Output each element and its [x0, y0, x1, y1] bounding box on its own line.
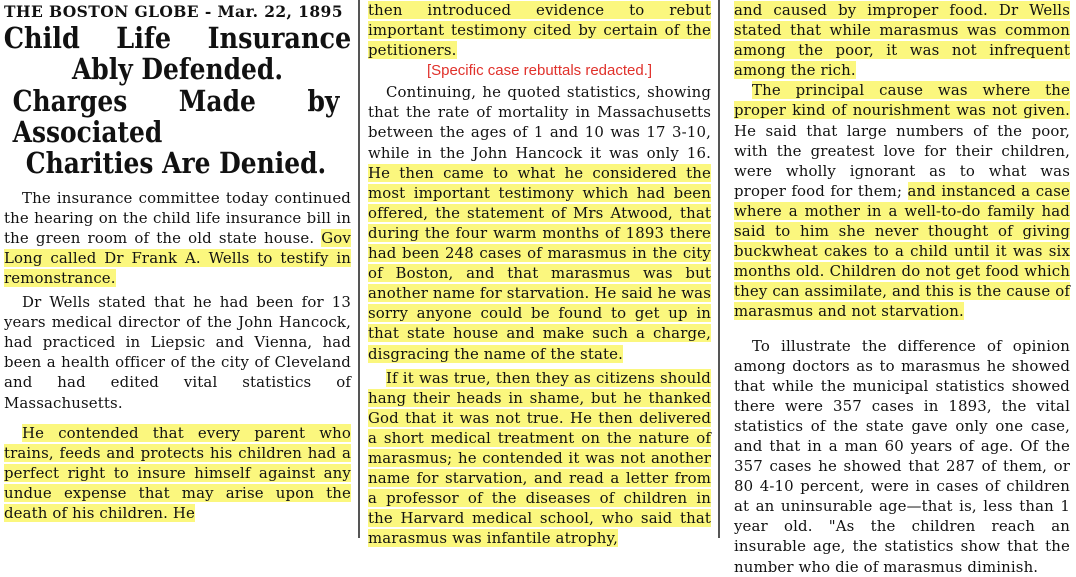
masthead: THE BOSTON GLOBE - Mar. 22, 1895	[4, 2, 343, 21]
col3-paragraph-1	[734, 0, 1070, 80]
headline-line-3: Charges Made by Associated	[12, 83, 340, 149]
column-1	[0, 0, 357, 538]
highlight-principal-cause: The principal cause was where the proper kind of nourishment was not given.	[734, 81, 1070, 120]
highlight-medical-treatment: If it was true, then they as citizens should hang their heads in shame, but he thanked God that it was not true. He then delivered a short medical treatment on the nature of marasmus; he contended it was not another name for starvation, and read a letter from a professor of the diseases of children in the Harvard medical school, who said that marasmus was infantile atrophy,	[368, 368, 711, 548]
col3-paragraph-2-text: He said that large numbers of the poor, with the greatest love for their children, were wholly ignorant as to what was proper food for them;	[734, 121, 1070, 200]
highlight-improper-food: and caused by improper food. Dr Wells stated that while marasmus was common among the poor, it was not infrequent among the rich.	[734, 1, 1070, 80]
highlight-parent-right: He contended that every parent who trains, feeds and protects his children had a perfect right to insure himself against any undue expense that may arise upon the death of his children. He	[4, 423, 351, 522]
headline-line-2: Ably Defended.	[71, 52, 284, 87]
col2-paragraph-1	[368, 0, 711, 60]
paragraph-2: Dr Wells stated that he had been for 13 years medical director of the John Hancock, had practiced in Liepsic and Vienna, had been a health officer of the city of Cleveland and had edited vital statistics of Massachusetts.	[4, 293, 351, 412]
col2-paragraph-2-text: Continuing, he quoted statistics, showing that the rate of mortality in Massachusetts between the ages of 1 and 10 was 17 3-10, while in the John Hancock it was only 16.	[368, 83, 711, 162]
redaction-note: [Specific case rebuttals redacted.]	[426, 62, 653, 80]
paragraph-1-text: The insurance committee today continued the hearing on the child life insurance bill in the green room of the old state house.	[4, 188, 351, 247]
paragraph-1	[4, 188, 351, 288]
highlight-buckwheat-case: and instanced a case where a mother in a well-to-do family had said to him she never thought of giving buckwheat cakes to a child until it was six months old. Children do not get food which they can assimilate, and this is the cause of marasmus and not starvation.	[734, 181, 1070, 321]
col2-paragraph-2	[368, 82, 711, 363]
column-2	[358, 0, 717, 548]
subheadline	[0, 83, 366, 181]
col3-paragraph-3: To illustrate the difference of opinion among doctors as to marasmus he showed that while the municipal statistics showed there were 357 cases in 1893, the vital statistics of the state gave only one case, and that in a man 60 years of age. Of the 357 cases he showed that 287 of them, or 80 4-10 percent, were in cases of children at an uninsurable age—that is, less than 1 year old. "As the children reach an insurable age, the statistics show that the number who die of marasmus diminish.	[734, 336, 1070, 576]
highlight-marasmus-testimony: He then came to what he considered the most important testimony which had been offered, the statement of Mrs Atwood, that during the four warm months of 1893 there had been 248 cases of marasmus in the city of Boston, and that marasmus was but another name for starvation. He said he was sorry anyone could be found to get up in that state house and make such a charge, disgracing the name of the state.	[368, 163, 711, 363]
highlight-rebut-evidence: then introduced evidence to rebut important testimony cited by certain of the petitioners.	[368, 1, 711, 60]
paragraph-3	[4, 423, 351, 523]
highlight-gov-long: Gov Long called Dr Frank A. Wells to testify in remonstrance.	[4, 228, 351, 287]
col3-paragraph-2	[734, 80, 1070, 321]
column-3	[718, 0, 1076, 576]
headline	[0, 23, 375, 86]
headline-line-1: Child Life Insurance	[3, 21, 352, 55]
col2-paragraph-3	[368, 368, 711, 549]
headline-line-4: Charities Are Denied.	[25, 146, 327, 181]
